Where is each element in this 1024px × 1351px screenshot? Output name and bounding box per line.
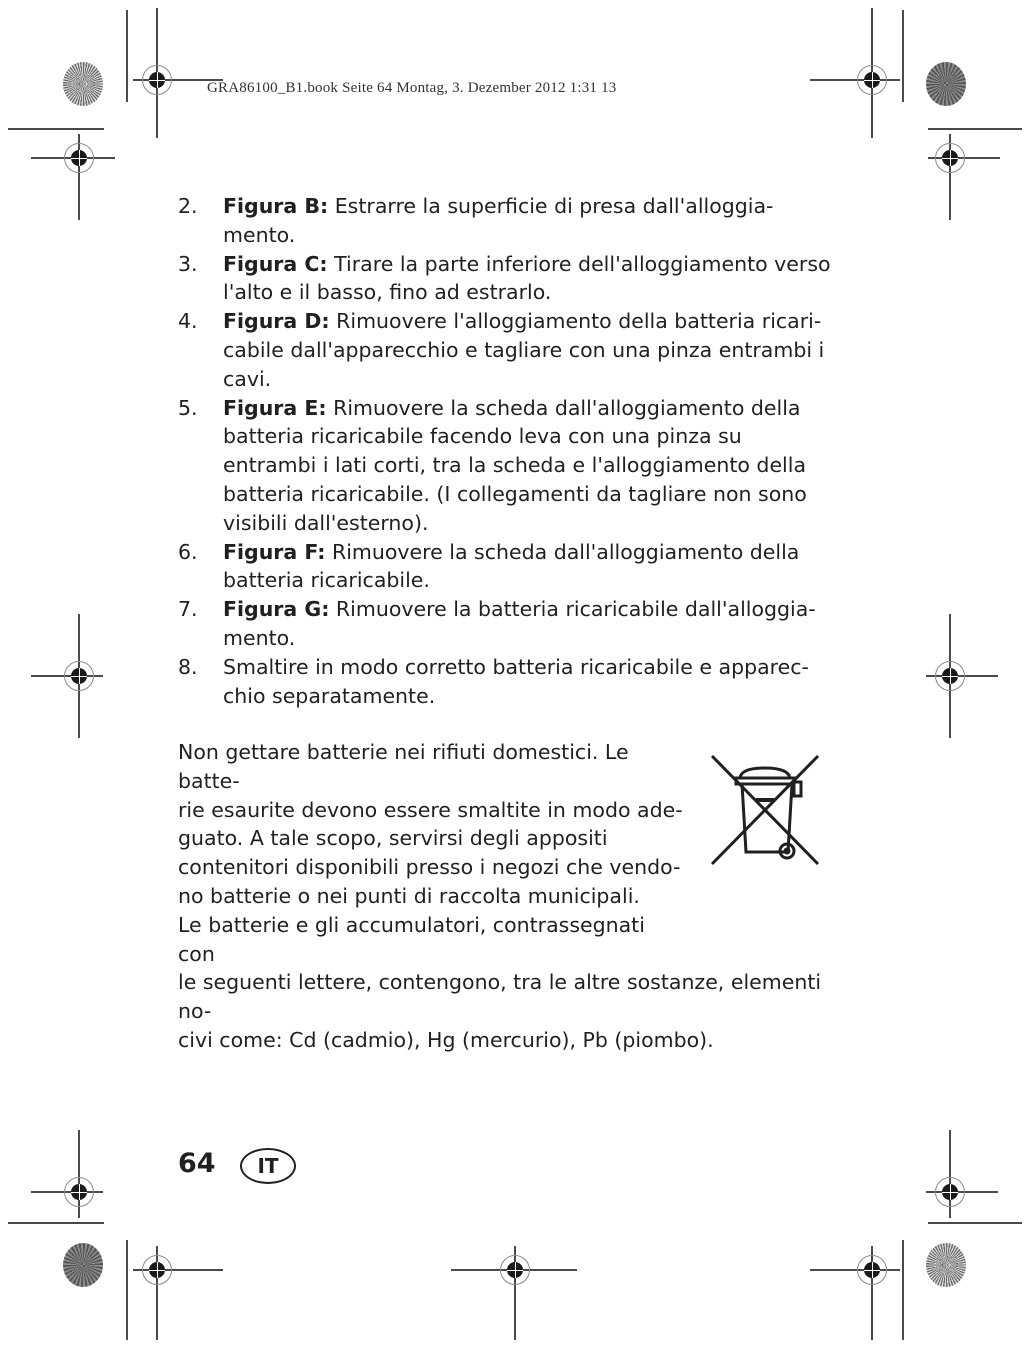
registration-star-icon [926,1243,966,1287]
crop-mark [928,1222,1022,1224]
crop-mark [8,1222,104,1224]
step-text: Smaltire in modo corretto batteria ricaricabile e apparec-chio separatamente. [223,654,809,708]
list-item [178,595,838,653]
language-code: IT [257,1154,279,1178]
figure-label: Figura E: [223,395,327,420]
registration-star-icon [926,62,966,106]
text-line: guato. A tale scopo, servirsi degli appositi [178,826,608,851]
step-number: 5. [178,395,198,420]
step-number: 6. [178,539,198,564]
crop-mark [928,128,1022,130]
list-item [178,538,838,596]
step-number: 2. [178,194,198,218]
text-line: civi come: Cd (cadmio), Hg (mercurio), Pb (piombo). [178,1027,714,1052]
step-text: Rimuovere l'alloggiamento della batteria ricari-cabile dall'apparecchio e tagliare con una pinza entrambi i cavi. [223,309,825,391]
crossed-out-wheelie-bin-icon [708,752,822,868]
registration-star-icon [63,62,103,106]
figure-label: Figura B: [223,194,329,218]
list-item [178,192,838,250]
crop-mark [902,1240,904,1340]
figure-label: Figura F: [223,539,326,564]
list-item [178,653,838,711]
text-line: no batterie o nei punti di raccolta municipali. [178,883,640,908]
step-number: 7. [178,597,198,622]
crop-mark [8,128,104,130]
step-text: Tirare la parte inferiore dell'alloggiamento verso l'alto e il basso, fino ad estrarlo. [223,251,831,305]
step-text: Rimuovere la batteria ricaricabile dall'alloggia-mento. [223,597,816,650]
text-line: Non gettare batterie nei rifiuti domestici. Le batte- [178,740,629,793]
registration-star-icon [63,1243,103,1287]
list-item [178,250,838,308]
print-slug: GRA86100_B1.book Seite 64 Montag, 3. Dezember 2012 1:31 13 [207,80,617,96]
step-text: Estrarre la superficie di presa dall'alloggia-mento. [223,194,774,247]
text-line: le seguenti lettere, contengono, tra le altre sostanze, elementi no- [178,970,822,1024]
page-number: 64 [178,1148,216,1179]
step-number: 8. [178,654,198,679]
text-line: Le batterie e gli accumulatori, contrassegnati con [178,912,645,966]
step-text: Rimuovere la scheda dall'alloggiamento della batteria ricaricabile facendo leva con una pinza su entrambi i lati corti, tra la scheda e l'alloggiamento della batteria ricaricabile. (I collegamenti da tagliare non sono visibili dall'esterno). [223,395,807,535]
text-line: contenitori disponibili presso i negozi che vendo- [178,855,681,880]
step-text: Rimuovere la scheda dall'alloggiamento della batteria ricaricabile. [223,539,800,593]
figure-label: Figura D: [223,309,330,334]
figure-label: Figura G: [223,597,330,622]
crop-mark [126,10,128,102]
crop-mark [126,1240,128,1340]
list-item [178,307,838,393]
crop-mark [902,10,904,102]
text-line: rie esaurite devono essere smaltite in modo ade- [178,797,683,822]
step-number: 4. [178,309,198,334]
list-item [178,394,838,538]
step-number: 3. [178,251,198,276]
figure-label: Figura C: [223,251,328,276]
language-badge [240,1148,296,1184]
steps-list [178,192,838,710]
